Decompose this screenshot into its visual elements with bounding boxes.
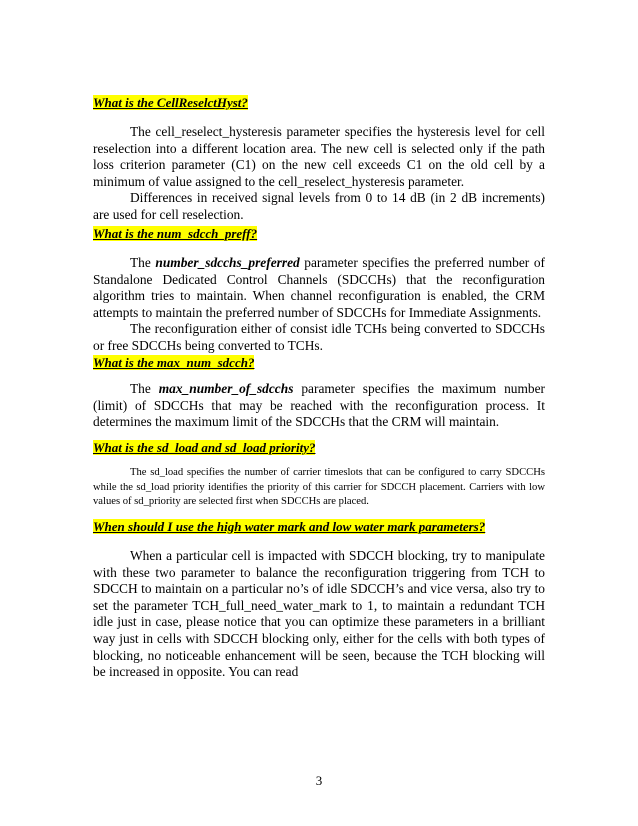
paragraph: The sd_load specifies the number of carrier timeslots that can be configured to carry SDCCHs while the sd_load priority identifies the priority of this carrier for SDCCH placement. Carriers with low values of sd_priority are selected first when SDCCHs are placed.	[93, 467, 545, 508]
section-body-max-num-sdcch	[93, 381, 545, 431]
paragraph: The number_sdcchs_preferred parameter specifies the preferred number of Standalone Dedicated Control Channels (SDCCHs) that the reconfiguration algorithm tries to maintain. When channel reconfiguration is enabled, the CRM attempts to maintain the preferred number of SDCCHs for Immediate Assignments.	[93, 255, 545, 320]
paragraph: When a particular cell is impacted with SDCCH blocking, try to manipulate with these two parameter to balance the reconfiguration triggering from TCH to SDCCH to maintain on a particular no’s of idle SDCCH’s and vice versa, also try to set the parameter TCH_full_need_water_mark to 1, to maintain a redundant TCH idle just in case, please notice that you can optimize these parameters in a brilliant way just in cells with SDCCH blocking only, either for the cells with both types of blocking, no noticeable enhancement will be seen, because the TCH blocking will be increased in opposite. You can read	[93, 548, 545, 680]
section-body-cellreselecthyst	[93, 124, 545, 224]
section-heading-max-num-sdcch: What is the max_num_sdcch?	[93, 355, 255, 370]
section-heading-num-sdcch-preff: What is the num_sdcch_preff?	[93, 226, 258, 241]
paragraph: The max_number_of_sdcchs parameter specifies the maximum number (limit) of SDCCHs that may be reached with the reconfiguration process. It determines the maximum limit of the SDCCHs that the CRM will maintain.	[93, 381, 545, 430]
page-number: 3	[315, 773, 323, 788]
paragraph: The cell_reselect_hysteresis parameter specifies the hysteresis level for cell reselection into a different location area. The new cell is selected only if the path loss criterion parameter (C1) on the new cell exceeds C1 on the old cell by a minimum of value assigned to the cell_reselect_hysteresis parameter.	[93, 124, 545, 189]
paragraph: Differences in received signal levels from 0 to 14 dB (in 2 dB increments) are used for cell reselection.	[93, 190, 545, 222]
section-body-sd-load	[93, 466, 545, 510]
section-body-water-mark	[93, 548, 545, 681]
section-heading-sd-load: What is the sd_load and sd_load priority?	[93, 440, 316, 455]
section-heading-cellreselecthyst: What is the CellReselctHyst?	[93, 95, 248, 110]
section-body-num-sdcch-preff	[93, 255, 545, 355]
section-heading-water-mark: When should I use the high water mark and low water mark parameters?	[93, 519, 486, 534]
paragraph: The reconfiguration either of consist idle TCHs being converted to SDCCHs or free SDCCHs being converted to TCHs.	[93, 321, 545, 353]
